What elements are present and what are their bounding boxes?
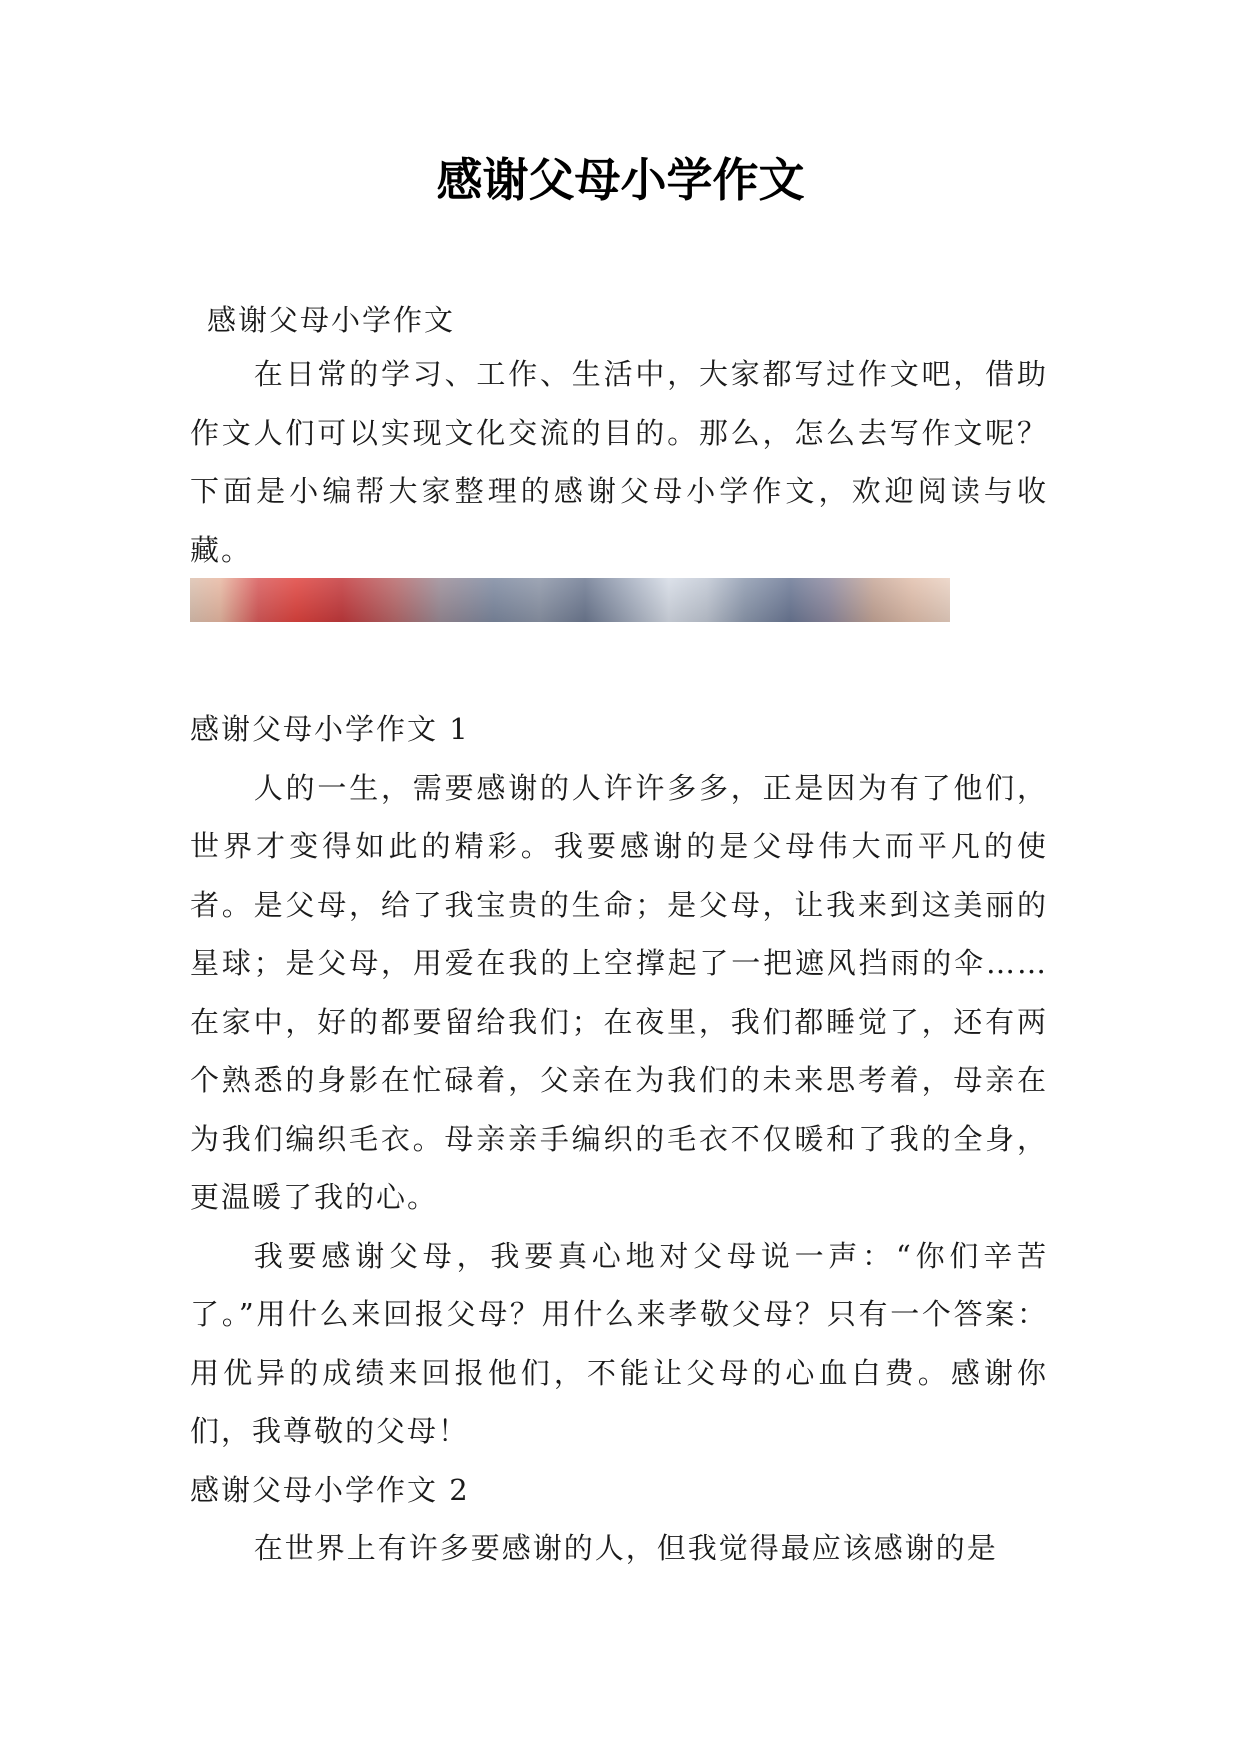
section-1-paragraph-2: 我要感谢父母，我要真心地对父母说一声：“你们辛苦了。”用什么来回报父母？用什么来孝敬父母？只有一个答案：用优异的成绩来回报他们，不能让父母的心血白费。感谢你们，我尊敬的父母！ — [190, 1238, 1048, 1448]
essay-content — [190, 700, 1048, 1578]
document-title: 感谢父母小学作文 — [436, 153, 805, 207]
intro-paragraph: 在日常的学习、工作、生活中，大家都写过作文吧，借助作文人们可以实现文化交流的目的。那么，怎么去写作文呢？下面是小编帮大家整理的感谢父母小学作文，欢迎阅读与收藏。 — [190, 357, 1048, 567]
section-2-paragraph-1: 在世界上有许多要感谢的人，但我觉得最应该感谢的是 — [253, 1531, 998, 1565]
photo-image — [190, 578, 950, 622]
section-heading-1: 感谢父母小学作文 1 — [190, 712, 470, 746]
document-subtitle: 感谢父母小学作文 — [207, 303, 456, 337]
intro-block — [190, 345, 1048, 579]
section-heading-2: 感谢父母小学作文 2 — [190, 1472, 470, 1507]
section-1-paragraph-1: 人的一生，需要感谢的人许许多多，正是因为有了他们，世界才变得如此的精彩。我要感谢的是父母伟大而平凡的使者。是父母，给了我宝贵的生命；是父母，让我来到这美丽的星球；是父母，用爱在我的上空撑起了一把遮风挡雨的伞……在家中，好的都要留给我们；在夜里，我们都睡觉了，还有两个熟悉的身影在忙碌着，父亲在为我们的未来思考着，母亲在为我们编织毛衣。母亲亲手编织的毛衣不仅暖和了我的全身，更温暖了我的心。 — [190, 770, 1048, 1214]
photo-shade — [190, 578, 950, 622]
